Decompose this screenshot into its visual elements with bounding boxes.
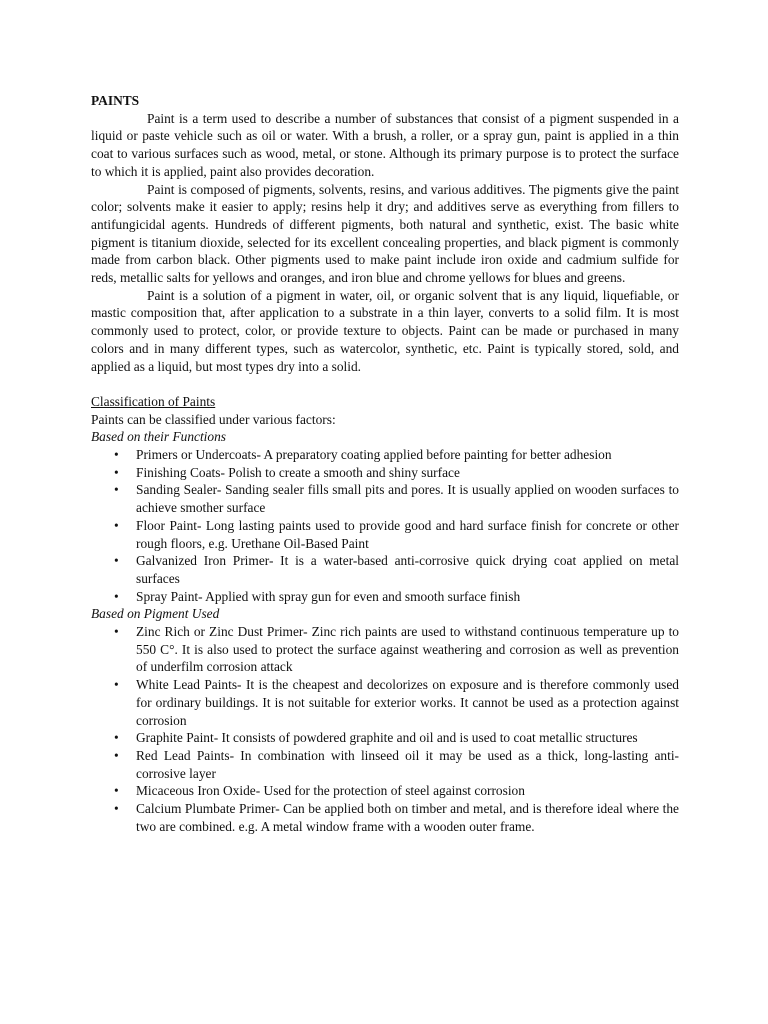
list-item-text: Primers or Undercoats- A preparatory coating applied before painting for better adhesion xyxy=(136,447,612,463)
list-item-text: Sanding Sealer- Sanding sealer fills small pits and pores. It is usually applied on wooden surfaces to achieve smother surface xyxy=(136,482,679,516)
bullet-icon: • xyxy=(114,464,119,480)
list-item-text: Floor Paint- Long lasting paints used to provide good and hard surface finish for concrete or other rough floors, e.g. Urethane Oil-Based Paint xyxy=(136,517,679,551)
list-item xyxy=(91,747,679,782)
bullet-icon: • xyxy=(114,588,119,604)
bullet-icon: • xyxy=(114,730,119,746)
list-item xyxy=(91,481,679,516)
list-item-text: Finishing Coats- Polish to create a smooth and shiny surface xyxy=(136,464,460,480)
list-item-text: Galvanized Iron Primer- It is a water-based anti-corrosive quick drying coat applied on metal surfaces xyxy=(136,553,679,586)
list-item-text: Micaceous Iron Oxide- Used for the protection of steel against corrosion xyxy=(136,783,525,799)
list-item-text: Red Lead Paints- In combination with linseed oil it may be used as a thick, long-lasting anti-corrosive layer xyxy=(136,748,679,781)
list-item-text: Calcium Plumbate Primer- Can be applied both on timber and metal, and is therefore ideal where the two are combined. e.g. A metal window frame with a wooden outer frame. xyxy=(136,801,679,834)
pigment-subheading: Based on Pigment Used xyxy=(91,606,220,622)
bullet-icon: • xyxy=(114,677,119,693)
bullet-icon: • xyxy=(114,447,119,463)
functions-list xyxy=(91,446,679,605)
list-item xyxy=(91,588,679,606)
list-item-text: Spray Paint- Applied with spray gun for even and smooth surface finish xyxy=(136,588,521,604)
bullet-icon: • xyxy=(114,553,119,569)
list-item xyxy=(91,729,679,747)
bullet-icon: • xyxy=(114,783,119,799)
bullet-icon: • xyxy=(114,801,119,817)
paragraph-definition: Paint is a term used to describe a number of substances that consist of a pigment suspended in a liquid or paste vehicle such as oil or water. With a brush, a roller, or a spray gun, paint is applied in a thin coat to various surfaces such as wood, metal, or stone. Although its primary purpose is to protect the surface to which it is applied, paint also provides decoration. xyxy=(91,110,679,179)
bullet-icon: • xyxy=(114,517,119,533)
paragraph-composition: Paint is composed of pigments, solvents, resins, and various additives. The pigments give the paint color; solvents make it easier to apply; resins help it dry; and additives serve as everything from fillers to antifungicidal agents. Hundreds of different pigments, both natural and synthetic, exist. The basic white pigment is titanium dioxide, selected for its excellent concealing properties, and black pigment is commonly made from carbon black. Other pigments used to make paint include iron oxide and cadmium sulfide for reds, metallic salts for yellows and oranges, and iron blue and chrome yellows for blues and greens. xyxy=(91,181,679,286)
list-item-text: Graphite Paint- It consists of powdered graphite and oil and is used to coat metallic structures xyxy=(136,730,638,746)
list-item xyxy=(91,800,679,835)
list-item xyxy=(91,464,679,482)
classification-heading: Classification of Paints xyxy=(91,393,216,409)
pigment-list xyxy=(91,623,679,835)
blank-line xyxy=(91,375,679,393)
classification-intro: Paints can be classified under various factors: xyxy=(91,411,336,427)
document-page xyxy=(91,92,679,836)
list-item xyxy=(91,623,679,676)
list-item-text: Zinc Rich or Zinc Dust Primer- Zinc rich paints are used to withstand continuous temperature up to 550 C°. It is also used to protect the surface against weathering and corrosion as well as prevention of underfilm corrosion attack xyxy=(136,624,679,675)
document-title: PAINTS xyxy=(91,93,140,108)
paragraph-solution: Paint is a solution of a pigment in water, oil, or organic solvent that is any liquid, liquefiable, or mastic composition that, after application to a substrate in a thin layer, converts to a solid film. It is most commonly used to protect, color, or provide texture to objects. Paint can be made or purchased in many colors and in many different types, such as watercolor, synthetic, etc. Paint is typically stored, sold, and applied as a liquid, but most types dry into a solid. xyxy=(91,287,679,374)
list-item xyxy=(91,446,679,464)
list-item xyxy=(91,676,679,729)
list-item xyxy=(91,782,679,800)
functions-subheading: Based on their Functions xyxy=(91,429,227,445)
list-item-text: White Lead Paints- It is the cheapest and decolorizes on exposure and is therefore commonly used for ordinary buildings. It is not suitable for exterior works. It cannot be used as a protection against corrosion xyxy=(136,677,679,728)
bullet-icon: • xyxy=(114,624,119,640)
list-item xyxy=(91,517,679,552)
bullet-icon: • xyxy=(114,748,119,763)
list-item xyxy=(91,552,679,587)
bullet-icon: • xyxy=(114,482,119,498)
